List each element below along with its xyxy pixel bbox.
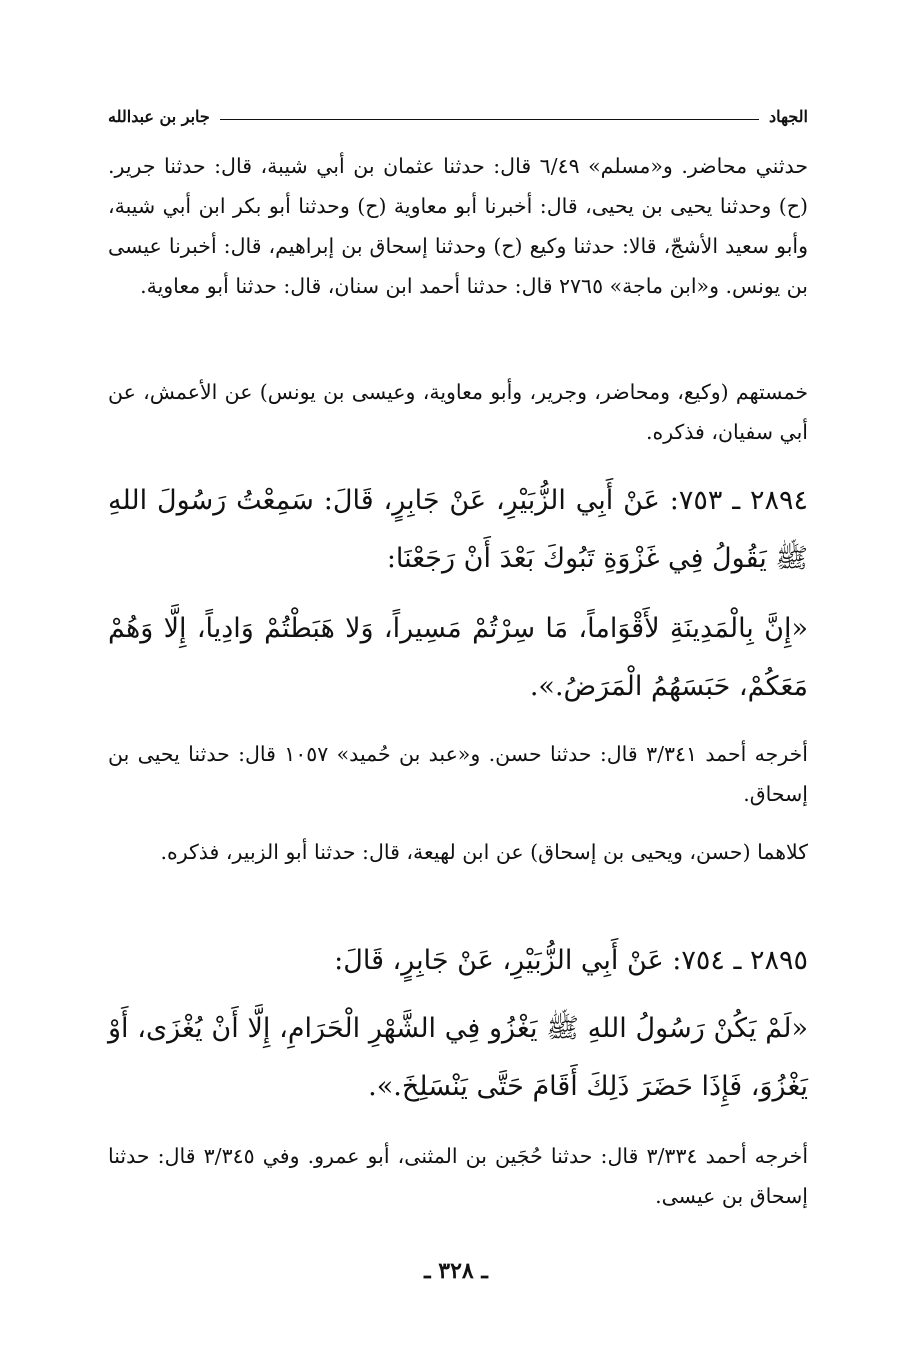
hadith-text: عَنْ أَبِي الزُّبَيْرِ، عَنْ جَابِرٍ، قَالَ: سَمِعْتُ رَسُولَ اللهِ ﷺ يَقُولُ فِي غَزْوَةِ تَبُوكَ بَعْدَ أَنْ رَجَعْنَا: [108, 485, 808, 574]
running-head-rule [220, 119, 759, 120]
running-head-chapter: الجهاد [768, 107, 808, 126]
hadith-2894-matn [108, 600, 808, 716]
page-number: ـ ٣٢٨ ـ [424, 1258, 488, 1284]
footnote-paragraph: أخرجه أحمد ٣/٣٣٤ قال: حدثنا حُجَين بن المثنى، أبو عمرو. وفي ٣/٣٤٥ قال: حدثنا إسحاق بن عيسى. [108, 1144, 809, 1208]
footnote-paragraph: خمستهم (وكيع، ومحاضر، وجرير، وأبو معاوية، وعيسى بن يونس) عن الأعمش، عن أبي سفيان، فذكره. [108, 380, 808, 444]
running-head-narrator: جابر بن عبدالله [108, 107, 210, 126]
footnote-paragraph: حدثني محاضر. و«مسلم» ٦/٤٩ قال: حدثنا عثمان بن أبي شيبة، قال: حدثنا جرير. (ح) وحدثنا يحيى بن يحيى، قال: أخبرنا أبو معاوية (ح) وحدثنا أبو بكر ابن أبي شيبة، وأبو سعيد الأشجّ، قالا: حدثنا وكيع (ح) وحدثنا إسحاق بن إبراهيم، قال: أخبرنا عيسى بن يونس. و«ابن ماجة» ٢٧٦٥ قال: حدثنا أحمد ابن سنان، قال: حدثنا أبو معاوية. [108, 154, 808, 298]
hadith-2894-isnad [108, 472, 808, 588]
hadith-2895-isnad [108, 932, 808, 990]
hadith-text: «إِنَّ بِالْمَدِينَةِ لأَقْوَاماً، مَا سِرْتُمْ مَسِيراً، وَلا هَبَطْتُمْ وَادِياً، إِلَّا وَهُمْ مَعَكُمْ، حَبَسَهُمُ الْمَرَضُ.». [108, 613, 808, 702]
hadith-number: ٢٨٩٤ ـ ٧٥٣: [669, 485, 809, 516]
hadith-2895-matn [108, 1000, 808, 1116]
footnote-paragraph: أخرجه أحمد ٣/٣٤١ قال: حدثنا حسن. و«عبد بن حُميد» ١٠٥٧ قال: حدثنا يحيى بن إسحاق. [108, 742, 808, 806]
hadith-text: عَنْ أَبِي الزُّبَيْرِ، عَنْ جَابِرٍ، قَالَ: [334, 945, 664, 976]
hadith-number: ٢٨٩٥ ـ ٧٥٤: [672, 945, 808, 976]
footnote-paragraph: كلاهما (حسن، ويحيى بن إسحاق) عن ابن لهيعة، قال: حدثنا أبو الزبير، فذكره. [160, 840, 808, 864]
running-head [108, 96, 808, 126]
hadith-text: «لَمْ يَكُنْ رَسُولُ اللهِ ﷺ يَغْزُو فِي الشَّهْرِ الْحَرَامِ، إِلَّا أَنْ يُغْزَى، أَوْ يَغْزُوَ، فَإِذَا حَضَرَ ذَلِكَ أَقَامَ حَتَّى يَنْسَلِخَ.». [108, 1013, 808, 1102]
